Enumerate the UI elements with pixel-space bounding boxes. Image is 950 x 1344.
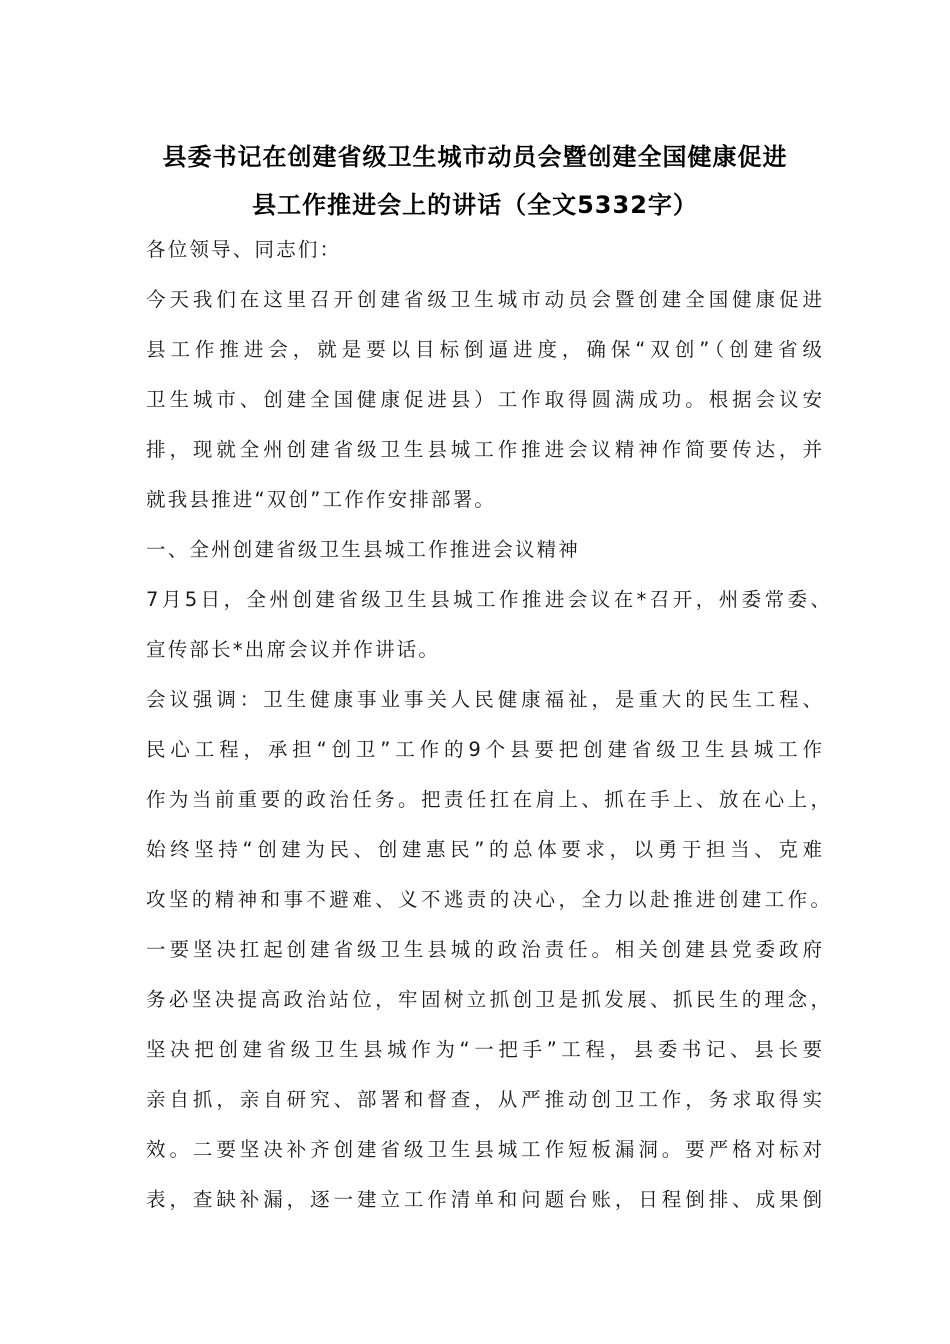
document-body-line: 就我县推进“双创”工作作安排部署。 bbox=[146, 488, 497, 511]
document-body-line: 效。二要坚决补齐创建省级卫生县城工作短板漏洞。要严格对标对 bbox=[146, 1138, 822, 1161]
document-body-line: 亲自抓，亲自研究、部署和督查，从严推动创卫工作，务求取得实 bbox=[146, 1088, 822, 1111]
document-body bbox=[146, 236, 836, 1236]
document-body-line: 一要坚决扛起创建省级卫生县城的政治责任。相关创建县党委政府 bbox=[146, 938, 822, 961]
document-body-line: 县工作推进会，就是要以目标倒逼进度，确保“双创”（创建省级 bbox=[146, 338, 822, 361]
document-body-line: 排，现就全州创建省级卫生县城工作推进会议精神作简要传达，并 bbox=[146, 438, 822, 461]
document-body-line: 始终坚持“创建为民、创建惠民”的总体要求，以勇于担当、克难 bbox=[146, 838, 822, 861]
document-body-line: 7月5日，全州创建省级卫生县城工作推进会议在*召开，州委常委、 bbox=[146, 588, 830, 611]
document-title-line-2: 县工作推进会上的讲话（全文5332字） bbox=[252, 191, 698, 219]
document-body-line: 会议强调：卫生健康事业事关人民健康福祉，是重大的民生工程、 bbox=[146, 688, 822, 711]
document-body-line: 民心工程，承担“创卫”工作的9个县要把创建省级卫生县城工作 bbox=[146, 738, 822, 761]
document-body-line: 作为当前重要的政治任务。把责任扛在肩上、抓在手上、放在心上， bbox=[146, 788, 830, 811]
document-body-line: 坚决把创建省级卫生县城作为“一把手”工程，县委书记、县长要 bbox=[146, 1038, 822, 1061]
document-body-line: 务必坚决提高政治站位，牢固树立抓创卫是抓发展、抓民生的理念， bbox=[146, 988, 830, 1011]
document-body-line: 各位领导、同志们： bbox=[146, 238, 342, 261]
document-title-line-1: 县委书记在创建省级卫生城市动员会暨创建全国健康促进 bbox=[162, 143, 788, 171]
document-body-line: 今天我们在这里召开创建省级卫生城市动员会暨创建全国健康促进 bbox=[146, 288, 822, 311]
document-body-line: 攻坚的精神和事不避难、义不逃责的决心，全力以赴推进创建工作。 bbox=[146, 888, 830, 911]
document-body-line: 宣传部长*出席会议并作讲话。 bbox=[146, 638, 441, 661]
document-body-line: 卫生城市、创建全国健康促进县）工作取得圆满成功。根据会议安 bbox=[146, 388, 822, 411]
document-body-line: 一、全州创建省级卫生县城工作推进会议精神 bbox=[146, 538, 581, 561]
document-body-line: 表，查缺补漏，逐一建立工作清单和问题台账，日程倒排、成果倒 bbox=[146, 1188, 822, 1211]
